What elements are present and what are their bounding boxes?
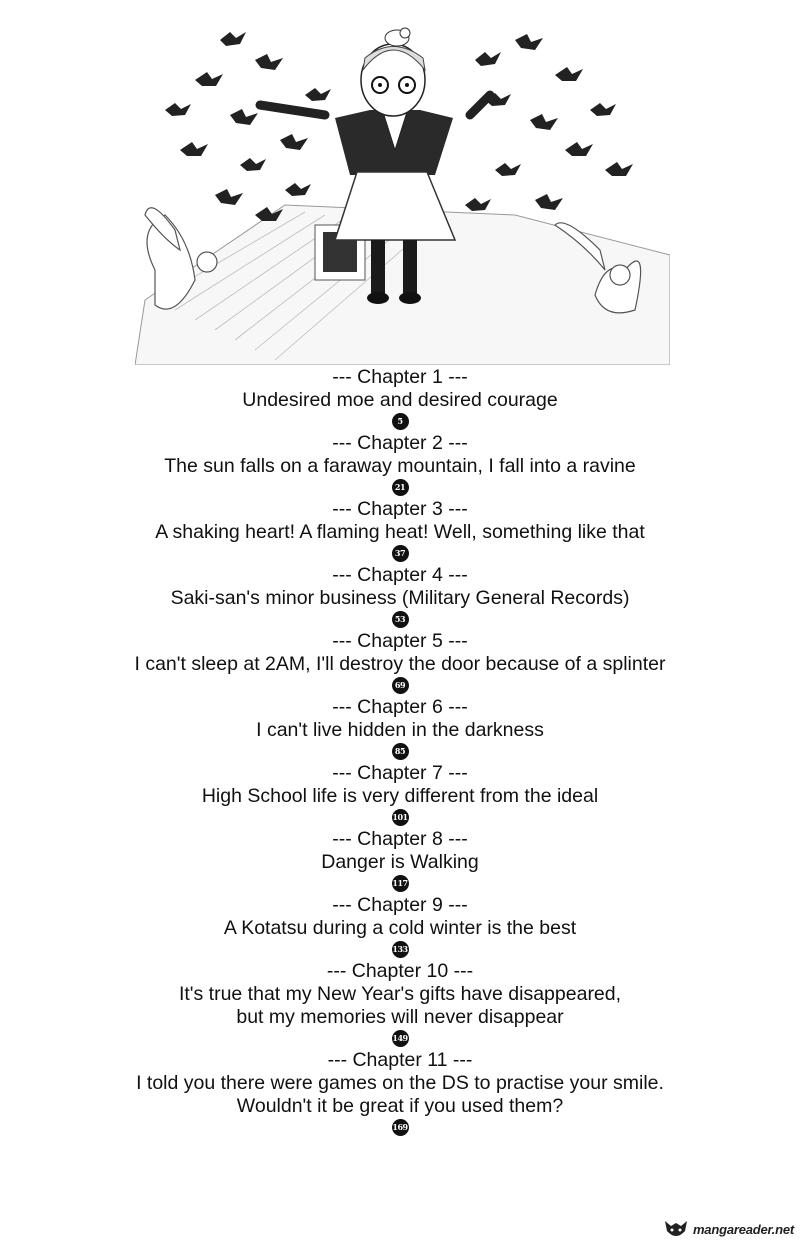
chapter-title: Saki-san's minor business (Military General Records) xyxy=(170,587,630,609)
watermark-text: mangareader.net xyxy=(692,1221,794,1237)
toc-entry-chapter-6 xyxy=(0,696,800,760)
toc-entry-chapter-9 xyxy=(0,894,800,958)
chapter-heading: --- Chapter 3 --- xyxy=(332,498,468,520)
page-number-badge: 133 xyxy=(392,941,409,958)
page-number-badge: 21 xyxy=(392,479,409,496)
toc-entry-chapter-10 xyxy=(0,960,800,1047)
chapter-heading: --- Chapter 4 --- xyxy=(332,564,468,586)
chapter-title: It's true that my New Year's gifts have disappeared, xyxy=(178,983,622,1005)
chapter-title: High School life is very different from the ideal xyxy=(201,785,599,807)
chapter-title: A shaking heart! A flaming heat! Well, something like that xyxy=(155,521,645,543)
toc-entry-chapter-5 xyxy=(0,630,800,694)
chapter-title: I told you there were games on the DS to practise your smile. xyxy=(136,1072,664,1094)
toc-entry-chapter-2 xyxy=(0,432,800,496)
chapter-heading: --- Chapter 2 --- xyxy=(332,432,468,454)
page-number-badge: 85 xyxy=(392,743,409,760)
chapter-title-continued: but my memories will never disappear xyxy=(236,1006,564,1028)
toc-entry-chapter-8 xyxy=(0,828,800,892)
chapter-heading: --- Chapter 5 --- xyxy=(332,630,468,652)
chapter-title: The sun falls on a faraway mountain, I fall into a ravine xyxy=(164,455,636,477)
page-number-badge: 117 xyxy=(392,875,409,892)
chapter-heading: --- Chapter 8 --- xyxy=(332,828,468,850)
page-number-badge: 5 xyxy=(392,413,409,430)
chapter-heading: --- Chapter 7 --- xyxy=(332,762,468,784)
table-of-contents xyxy=(0,366,800,1138)
wolf-head-logo-icon xyxy=(663,1217,689,1241)
toc-entry-chapter-11 xyxy=(0,1049,800,1136)
chapter-title: I can't live hidden in the darkness xyxy=(256,719,544,741)
chapter-heading: --- Chapter 10 --- xyxy=(326,960,474,982)
toc-entry-chapter-3 xyxy=(0,498,800,562)
chapter-heading: --- Chapter 1 --- xyxy=(332,366,468,388)
page-number-badge: 53 xyxy=(392,611,409,628)
chapter-heading: --- Chapter 6 --- xyxy=(332,696,468,718)
manga-illustration xyxy=(135,0,670,365)
page-number-badge: 169 xyxy=(392,1119,409,1136)
chapter-title: A Kotatsu during a cold winter is the best xyxy=(223,917,577,939)
toc-entry-chapter-4 xyxy=(0,564,800,628)
page-number-badge: 69 xyxy=(392,677,409,694)
page-number-badge: 149 xyxy=(392,1030,409,1047)
chapter-title: I can't sleep at 2AM, I'll destroy the door because of a splinter xyxy=(134,653,666,675)
chapter-heading: --- Chapter 11 --- xyxy=(327,1049,473,1071)
chapter-title: Undesired moe and desired courage xyxy=(242,389,558,411)
chapter-heading: --- Chapter 9 --- xyxy=(332,894,468,916)
toc-entry-chapter-7 xyxy=(0,762,800,826)
watermark xyxy=(663,1214,794,1244)
page-number-badge: 37 xyxy=(392,545,409,562)
toc-entry-chapter-1 xyxy=(0,366,800,430)
page-number-badge: 101 xyxy=(392,809,409,826)
chapter-title-continued: Wouldn't it be great if you used them? xyxy=(236,1095,564,1117)
chapter-title: Danger is Walking xyxy=(321,851,479,873)
